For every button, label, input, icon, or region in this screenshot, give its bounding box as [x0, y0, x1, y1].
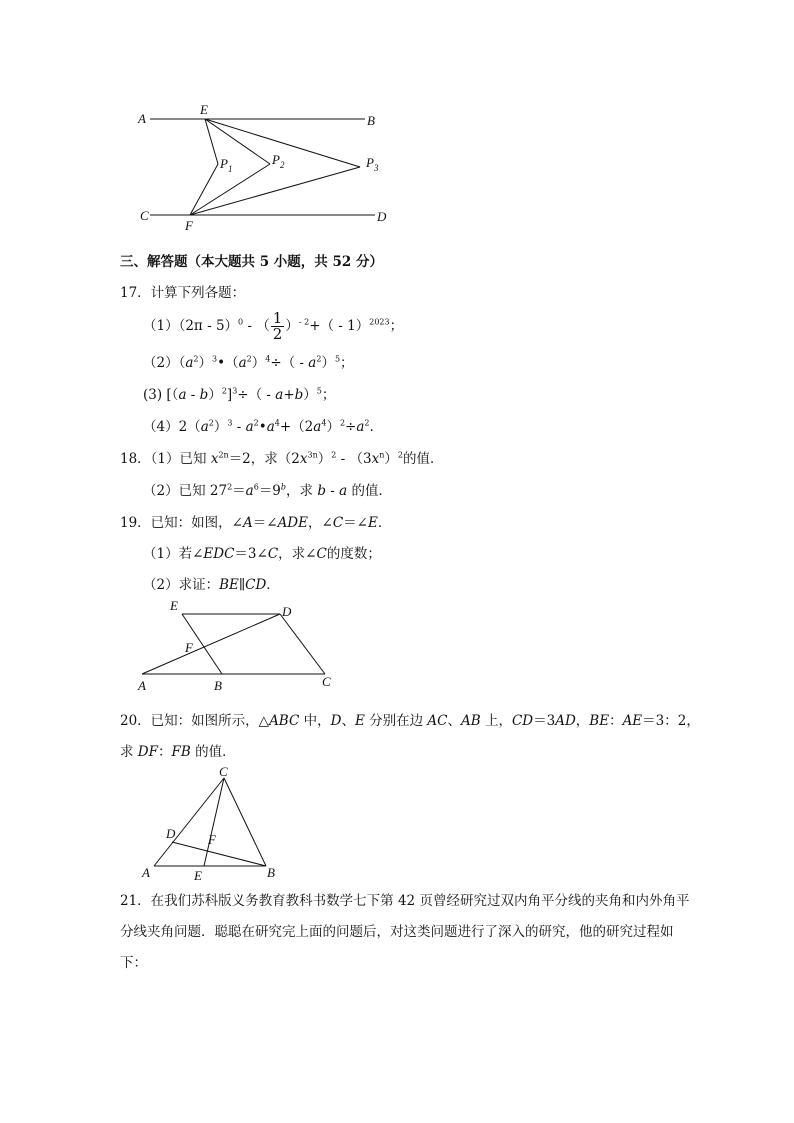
question-20-line-1: 20．已知：如图所示，△ABC 中，D、E 分别在边 AC、AB 上，CD＝3AD，BE：AE＝3：2， — [120, 713, 700, 729]
label-E: E — [170, 598, 178, 613]
label-B: B — [267, 865, 275, 880]
question-17-stem: 17．计算下列各题： — [120, 285, 246, 301]
label-F: F — [185, 218, 193, 233]
label-C: C — [140, 208, 149, 223]
label-D: D — [282, 604, 292, 619]
label-D: D — [377, 209, 387, 224]
label-B: B — [214, 678, 222, 693]
label-C: C — [322, 674, 331, 689]
figure-parallel-lines-p-points — [130, 100, 400, 235]
question-21-text: 21．在我们苏科版义务教育教科书数学七下第 42 页曾经研究过双内角平分线的夹角和内外角平分线夹角问题．聪聪在研究完上面的问题后，对这类问题进行了深入的研究，他的研究过程如下： — [120, 893, 690, 971]
question-19-part-1: （1）若∠EDC＝3∠C，求∠C的度数； — [143, 546, 381, 562]
label-E: E — [200, 102, 208, 117]
question-17-part-1: （1）（2π - 5）$^0$ - （ $\frac{1}{2}$ ）$^{- 2}$+（ - 1）$^{2023}$； — [143, 309, 404, 343]
label-A: A — [138, 678, 146, 693]
question-20-line-2: 求 DF：FB 的值． — [120, 744, 236, 760]
question-19-part-2: （2）求证：BE∥CD． — [143, 577, 280, 593]
question-17-part-3: (3) $[(a - b)^2]^3\div( - a+b)^5$； — [143, 386, 336, 403]
figure-q20-triangle — [136, 762, 286, 882]
label-P3: $P_3$ — [366, 155, 379, 173]
label-C: C — [219, 764, 228, 779]
section-heading: 三、解答题（本大题共 5 小题，共 52 分） — [120, 254, 383, 270]
question-18-part-2: （2）已知 $27^2=a^6=9^b$，求 b - a 的值． — [143, 482, 392, 499]
label-A: A — [142, 865, 150, 880]
question-19-stem: 19．已知：如图，∠A＝∠ADE，∠C＝∠E． — [120, 515, 392, 531]
label-D: D — [166, 826, 176, 841]
label-B: B — [367, 113, 375, 128]
label-P2: $P_2$ — [272, 152, 285, 170]
label-F: F — [185, 640, 193, 655]
label-A: A — [138, 111, 146, 126]
label-P1: $P_1$ — [220, 156, 233, 174]
label-F: F — [208, 832, 216, 847]
question-17-part-4: $(4)2(a^2)^3$ - $a^2•a^4+(2a^4)^2\div a^2$. — [143, 418, 374, 435]
figure-q19-parallelogram — [130, 596, 350, 696]
fraction-one-half: $\frac{1}{2}$ — [272, 309, 283, 343]
question-17-part-2: $(2)(a^2)^3•(a^2)^4\div( - a^2)^5$； — [143, 354, 354, 371]
question-18-part-1: 18．（1）已知 $x^{2n}=2$，求$(2x^{3n})^2 - (3x^n)^2$的值． — [120, 450, 444, 467]
label-E: E — [194, 868, 202, 882]
